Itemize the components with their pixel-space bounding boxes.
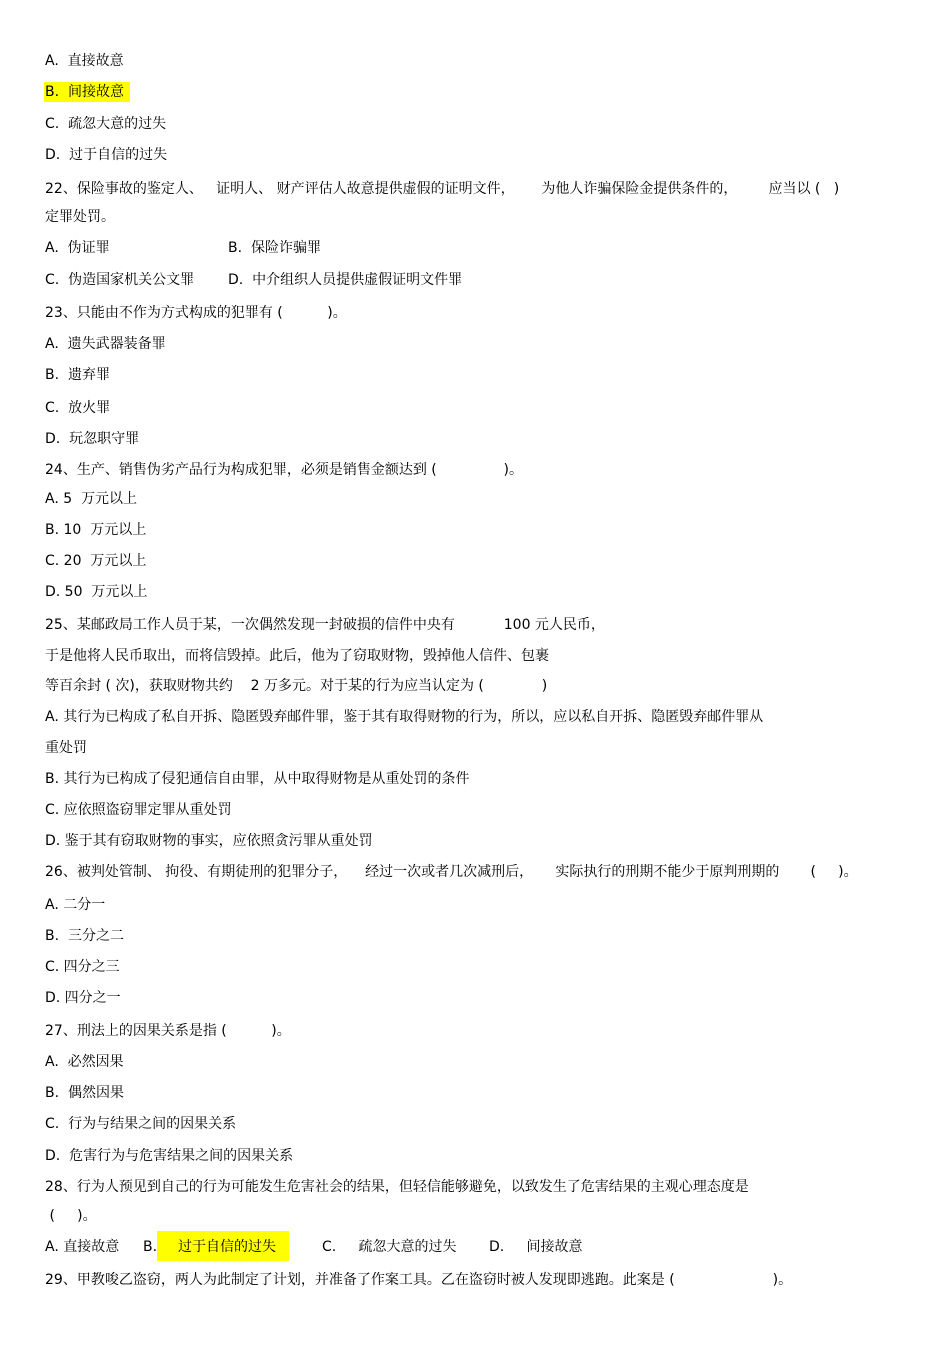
q25-stem-line1: 25、某邮政局工作人员于某，一次偶然发现一封破损的信件中央有 100 元人民币， <box>45 617 605 633</box>
q28-stem-line1: 28、行为人预见到自己的行为可能发生危害社会的结果，但轻信能够避免，以致发生了危害结果的主观心理态度是 <box>45 1179 749 1195</box>
q22-option-c: C. 伪造国家机关公文罪 <box>45 272 195 288</box>
q28-stem-line2: ( )。 <box>45 1208 97 1224</box>
q28-option-a: A. 直接故意 <box>45 1239 120 1255</box>
q25-option-b: B. 其行为已构成了侵犯通信自由罪，从中取得财物是从重处罚的条件 <box>45 771 470 787</box>
q26-stem: 26、被判处管制、 拘役、有期徒刑的犯罪分子， 经过一次或者几次减刑后， 实际执行的刑期不能少于原判刑期的 ( )。 <box>45 864 858 880</box>
q22-option-a: A. 伪证罪 <box>45 240 110 256</box>
q24-option-c: C. 20 万元以上 <box>45 553 147 569</box>
q28-option-b-highlighted: 过于自信的过失 <box>157 1231 289 1261</box>
q27-option-d: D. 危害行为与危害结果之间的因果关系 <box>45 1148 294 1164</box>
q26-option-d: D. 四分之一 <box>45 990 121 1006</box>
q26-option-c: C. 四分之三 <box>45 959 120 975</box>
q21-option-b-highlighted: B. 间接故意 <box>44 82 130 102</box>
q28-option-d: D. 间接故意 <box>489 1239 583 1255</box>
q25-option-c: C. 应依照盗窃罪定罪从重处罚 <box>45 802 232 818</box>
q29-stem: 29、甲教唆乙盗窃，两人为此制定了计划，并准备了作案工具。乙在盗窃时被人发现即逃跑。此案是 ( )。 <box>45 1272 793 1288</box>
q22-stem-line2: 定罪处罚。 <box>45 209 115 225</box>
q25-option-a-line2: 重处罚 <box>45 740 87 756</box>
q27-option-c: C. 行为与结果之间的因果关系 <box>45 1116 237 1132</box>
q24-option-a: A. 5 万元以上 <box>45 491 138 507</box>
q27-option-a: A. 必然因果 <box>45 1054 124 1070</box>
q25-stem-line2: 于是他将人民币取出，而将信毁掉。此后，他为了窃取财物，毁掉他人信件、包裹 <box>45 648 549 664</box>
q21-option-c: C. 疏忽大意的过失 <box>45 116 167 132</box>
q24-option-d: D. 50 万元以上 <box>45 584 148 600</box>
q23-option-a: A. 遗失武器装备罪 <box>45 336 166 352</box>
q25-stem-line3: 等百余封 ( 次)，获取财物共约 2 万多元。对于某的行为应当认定为 ( ) <box>45 678 548 694</box>
q27-stem: 27、刑法上的因果关系是指 ( )。 <box>45 1023 291 1039</box>
q23-stem: 23、只能由不作为方式构成的犯罪有 ( )。 <box>45 305 347 321</box>
q24-stem: 24、生产、销售伪劣产品行为构成犯罪，必须是销售金额达到 ( )。 <box>45 462 523 478</box>
q27-option-b: B. 偶然因果 <box>45 1085 124 1101</box>
q22-stem-line1: 22、保险事故的鉴定人、 证明人、 财产评估人故意提供虚假的证明文件， 为他人诈骗保险金提供条件的， 应当以 ( ) <box>45 181 840 197</box>
q22-option-b: B. 保险诈骗罪 <box>228 240 321 256</box>
q21-option-d: D. 过于自信的过失 <box>45 147 168 163</box>
q26-option-a: A. 二分一 <box>45 897 106 913</box>
q25-option-a-line1: A. 其行为已构成了私自开拆、隐匿毁弃邮件罪，鉴于其有取得财物的行为，所以，应以私自开拆、隐匿毁弃邮件罪从 <box>45 709 764 725</box>
q25-option-d: D. 鉴于其有窃取财物的事实，应依照贪污罪从重处罚 <box>45 833 373 849</box>
q24-option-b: B. 10 万元以上 <box>45 522 147 538</box>
q23-option-c: C. 放火罪 <box>45 400 111 416</box>
q23-option-d: D. 玩忽职守罪 <box>45 431 140 447</box>
q28-option-c: C. 疏忽大意的过失 <box>322 1239 457 1255</box>
q21-option-a: A. 直接故意 <box>45 53 124 69</box>
q22-option-d: D. 中介组织人员提供虚假证明文件罪 <box>228 272 463 288</box>
q23-option-b: B. 遗弃罪 <box>45 367 110 383</box>
q26-option-b: B. 三分之二 <box>45 928 124 944</box>
q28-option-b-label: B. <box>143 1239 158 1255</box>
